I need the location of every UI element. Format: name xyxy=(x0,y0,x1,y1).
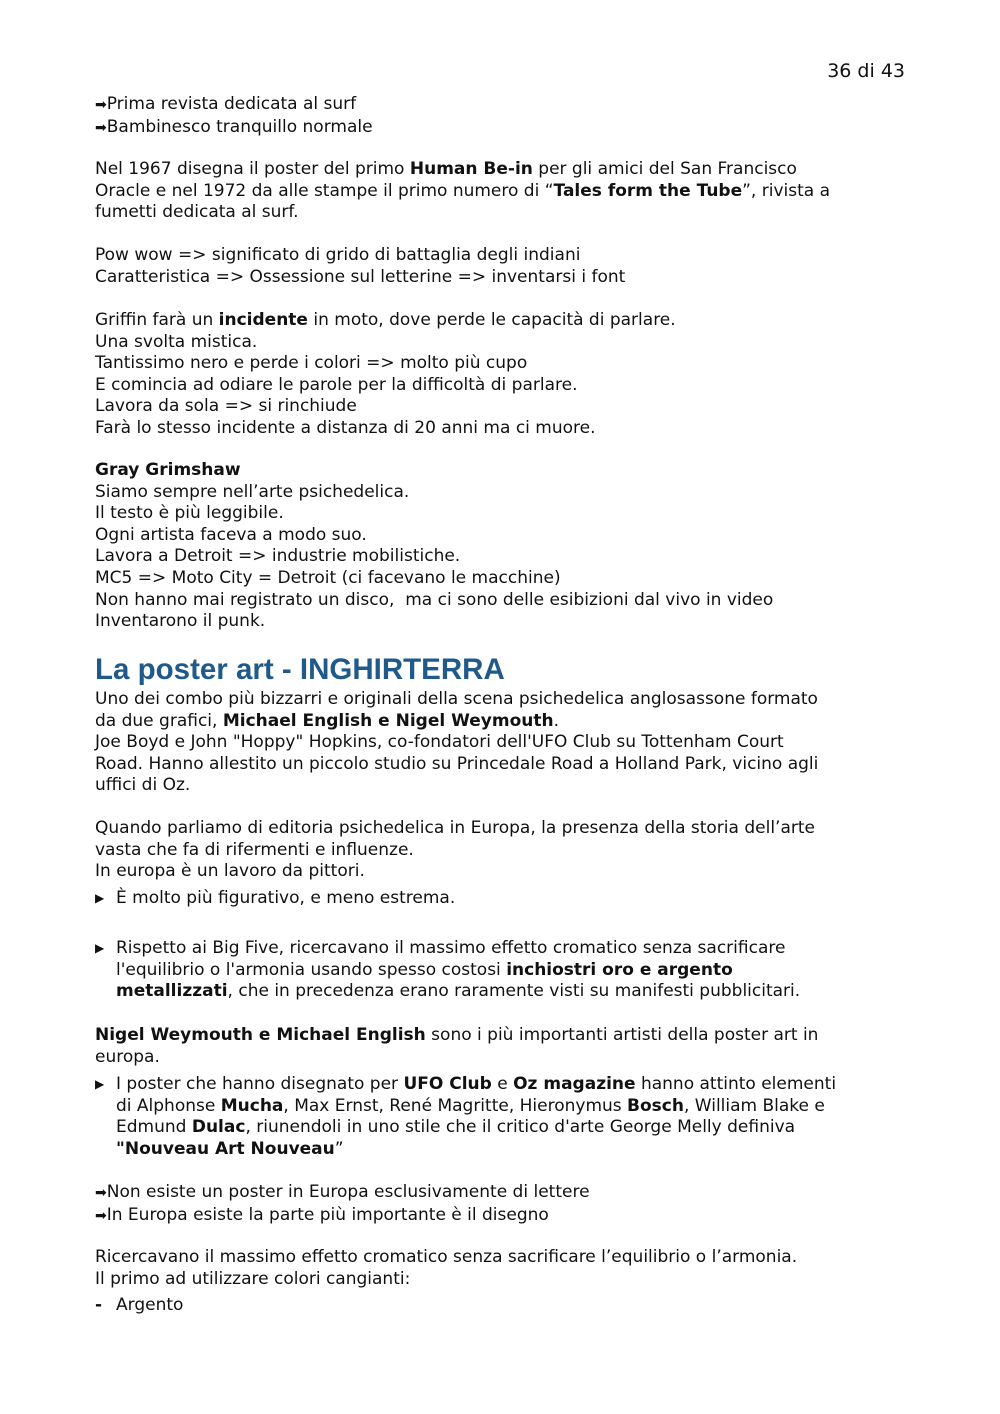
arrow-item: ➡In Europa esiste la parte più importante è il disegno xyxy=(95,1204,549,1225)
paragraph-human-be-in: Nel 1967 disegna il poster del primo Human Be-in per gli amici del San Francisco Oracle e nel 1972 da alle stampe il primo numero di “Tales form the Tube”, rivista a fumetti dedicata al surf. xyxy=(95,159,830,223)
paragraph-pow-wow: Pow wow => significato di grido di battaglia degli indiani Caratteristica => Ossessione sul letterine => inventarsi i font xyxy=(95,245,626,287)
arrow-item: ➡Non esiste un poster in Europa esclusivamente di lettere xyxy=(95,1182,590,1202)
heavy-right-arrow-icon: ➡ xyxy=(95,119,107,136)
heavy-right-arrow-icon: ➡ xyxy=(95,97,107,113)
triangle-bullet-icon: ▶ xyxy=(95,891,105,905)
list-item: ▶ Rispetto ai Big Five, ricercavano il massimo effetto cromatico senza sacrificare l'equilibrio o l'armonia usando spesso costosi inchiostri oro e argento metallizzati, che in precedenza erano raramente visti su manifesti pubblicitari. xyxy=(95,938,801,1002)
arrow-list-top xyxy=(95,94,910,139)
page-number: 36 di 43 xyxy=(827,60,905,82)
list-item: ▶ I poster che hanno disegnato per UFO Club e Oz magazine hanno attinto elementi di Alphonse Mucha, Max Ernst, René Magritte, Hieronymus Bosch, William Blake e Edmund Dulac, riunendoli in uno stile che il critico d'arte George Melly definiva "Nouveau Art Nouveau” xyxy=(95,1074,837,1159)
triangle-bullet-icon: ▶ xyxy=(95,941,105,955)
list-item: - Argento xyxy=(95,1295,184,1315)
dash-bullet-icon: - xyxy=(95,1295,103,1315)
triangle-bullet-icon: ▶ xyxy=(95,1077,105,1091)
section-title: Gray Grimshaw xyxy=(95,460,241,480)
heavy-right-arrow-icon: ➡ xyxy=(95,1207,107,1224)
section-gray-grimshaw: Gray Grimshaw Siamo sempre nell’arte psichedelica. Il testo è più leggibile. Ogni artista faceva a modo suo. Lavora a Detroit => industrie mobilistiche. MC5 => Moto City = Detroit (ci facevano le macchine) Non hanno mai registrato un disco, ma ci sono delle esibizioni dal vivo in video Inventarono il punk. xyxy=(95,460,910,633)
paragraph-nigel-michael: Nigel Weymouth e Michael English sono i più importanti artisti della poster art in europa. xyxy=(95,1025,819,1067)
heavy-right-arrow-icon: ➡ xyxy=(95,1185,107,1201)
paragraph-editoria: Quando parliamo di editoria psichedelica in Europa, la presenza della storia dell’arte vasta che fa di rifermenti e influenze. In europa è un lavoro da pittori. xyxy=(95,818,815,882)
paragraph-colori: Ricercavano il massimo effetto cromatico senza sacrificare l’equilibrio o l’armonia. Il primo ad utilizzare colori cangianti: xyxy=(95,1247,798,1289)
arrow-item: ➡Prima revista dedicata al surf xyxy=(95,94,357,114)
paragraph-english-weymouth: Uno dei combo più bizzarri e originali della scena psichedelica anglosassone formato da due grafici, Michael English e Nigel Weymouth. Joe Boyd e John "Hoppy" Hopkins, co-fondatori dell'UFO Club su Tottenham Court Road. Hanno allestito un piccolo studio su Princedale Road a Holland Park, vicino agli uffici di Oz. xyxy=(95,689,819,796)
paragraph-griffin: Griffin farà un incidente in moto, dove perde le capacità di parlare. Una svolta mistica. Tantissimo nero e perde i colori => molto più cupo E comincia ad odiare le parole per la difficoltà di parlare. Lavora da sola => si rinchiude Farà lo stesso incidente a distanza di 20 anni ma ci muore. xyxy=(95,310,676,438)
section-heading: La poster art - INGHIRTERRA xyxy=(95,653,505,686)
arrow-list-bottom xyxy=(95,1182,910,1227)
arrow-item: ➡Bambinesco tranquillo normale xyxy=(95,116,373,137)
list-item: ▶ È molto più figurativo, e meno estrema. xyxy=(95,888,456,908)
